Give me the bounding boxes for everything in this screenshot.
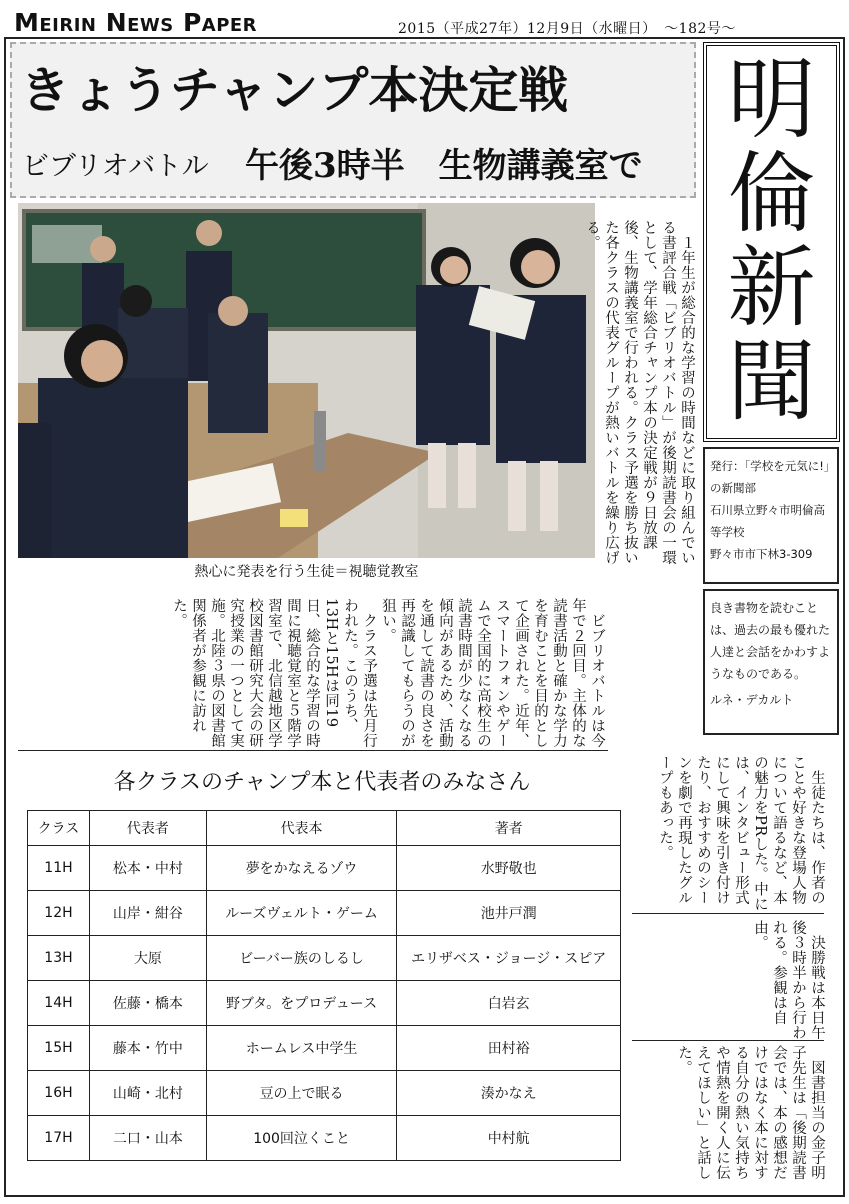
author-cell: 池井戸潤	[397, 891, 621, 936]
paper-title-box	[703, 42, 840, 442]
representative-cell: 藤本・竹中	[89, 1026, 206, 1071]
class-cell: 14H	[28, 981, 90, 1026]
table-row	[28, 891, 621, 936]
column-divider	[632, 1040, 824, 1041]
section-divider	[18, 750, 608, 751]
publisher-line: 石川県立野々市明倫高等学校	[710, 503, 825, 539]
class-cell: 15H	[28, 1026, 90, 1071]
representative-cell: 二口・山本	[89, 1116, 206, 1161]
book-cell: 野ブタ。をプロデュース	[206, 981, 397, 1026]
quote-author: ルネ・デカルト	[710, 693, 794, 707]
table-header-row	[28, 811, 621, 846]
table-row	[28, 846, 621, 891]
table-row	[28, 981, 621, 1026]
issue-date: 2015（平成27年）12月9日（水曜日） ～182号～	[398, 21, 736, 37]
author-cell: 中村航	[397, 1116, 621, 1161]
subhead-event: ビブリオバトル	[22, 151, 209, 182]
author-cell: 白岩玄	[397, 981, 621, 1026]
book-cell: ルーズヴェルト・ゲーム	[206, 891, 397, 936]
paper-title-char: 明	[727, 48, 816, 151]
article-body-2: 生徒たちは、作者のことや好きな登場人物について語るなど、本の魅力をPRした。中には、インタビュー形式にして興味を引き付けたり、おすすめのシーンを劇で再現したグループもあった。	[657, 755, 825, 912]
quote-text: 良き書物を読むことは、過去の最も優れた人達と会話をかわすようなものである。	[710, 601, 831, 681]
book-cell: 豆の上で眠る	[206, 1071, 397, 1116]
table-row	[28, 1116, 621, 1161]
classroom-photo	[18, 203, 595, 558]
photo-caption: 熱心に発表を行う生徒＝視聴覚教室	[194, 564, 419, 580]
paper-title-char: 聞	[727, 330, 816, 433]
paper-title-char: 新	[727, 236, 816, 339]
author-cell: エリザベス・ジョージ・スピア	[397, 936, 621, 981]
column-divider	[632, 913, 824, 914]
subhead-time-place: 午後3時半 生物講義室で	[245, 146, 643, 186]
author-cell: 田村裕	[397, 1026, 621, 1071]
column-header: 代表者	[89, 811, 206, 846]
table-row	[28, 936, 621, 981]
class-cell: 13H	[28, 936, 90, 981]
class-cell: 11H	[28, 846, 90, 891]
headline: きょうチャンプ本決定戦	[20, 62, 569, 119]
author-cell: 湊かなえ	[397, 1071, 621, 1116]
book-cell: 100回泣くこと	[206, 1116, 397, 1161]
table-title: 各クラスのチャンプ本と代表者のみなさん	[113, 770, 531, 795]
article-body-3: 決勝戦は本日午後３時半から行われる。参観は自由。	[752, 920, 825, 1040]
classroom-photo-image	[18, 203, 595, 558]
column-header: 著者	[397, 811, 621, 846]
publisher-info	[703, 447, 839, 584]
table-row	[28, 1071, 621, 1116]
representative-cell: 山崎・北村	[89, 1071, 206, 1116]
champion-books-table	[27, 810, 621, 1161]
publisher-line: 野々市市下林3-309	[710, 547, 813, 561]
article-body-4: 図書担当の金子明子先生は「後期読書会では、本の感想だけではなく本に対する自分の熱い気持ちや情熱を開く人に伝えてほしい」と話した。	[676, 1045, 825, 1180]
column-header: 代表本	[206, 811, 397, 846]
article-body-1: ビブリオバトルは今年で２回目。主体的な読書活動と確かな学力を育むことを目的として企画された。近年、スマートフォンやゲームで全国的に高校生の読書時間が少なくなる傾向があるため、活動を通して読書の良さを再認識してもらうのが狙い。 クラス予選は先月行われた。このうち、13Hと15Hは同19日、総合的な学習の時間に視聴覚室と５階学習室で、北信越地区学校図書館研究大会の研究授業の一つとして実施。北陸３県の図書館関係者が参観に訪れた。	[171, 598, 605, 748]
representative-cell: 大原	[89, 936, 206, 981]
table-row	[28, 1026, 621, 1071]
class-cell: 16H	[28, 1071, 90, 1116]
book-cell: 夢をかなえるゾウ	[206, 846, 397, 891]
representative-cell: 松本・中村	[89, 846, 206, 891]
article-lead: １年生が総合的な学習の時間などに取り組んでいる書評合戦「ビブリオバトル」が後期読書会の一環として、学年総合チャンプ本の決定戦が９日放課後、生物講義室で行われる。クラス予選を勝ち抜いた各クラスの代表グループが熱いバトルを繰り広げる。	[584, 220, 695, 565]
representative-cell: 山岸・紺谷	[89, 891, 206, 936]
publisher-line: 発行：「学校を元気に!」の新聞部	[710, 459, 830, 495]
author-cell: 水野敬也	[397, 846, 621, 891]
masthead-name: Meirin News Paper	[14, 8, 258, 37]
book-cell: ホームレス中学生	[206, 1026, 397, 1071]
paper-title-char: 倫	[727, 142, 816, 245]
class-cell: 12H	[28, 891, 90, 936]
class-cell: 17H	[28, 1116, 90, 1161]
quote-box	[703, 589, 839, 735]
representative-cell: 佐藤・橋本	[89, 981, 206, 1026]
book-cell: ビーバー族のしるし	[206, 936, 397, 981]
column-header: クラス	[28, 811, 90, 846]
